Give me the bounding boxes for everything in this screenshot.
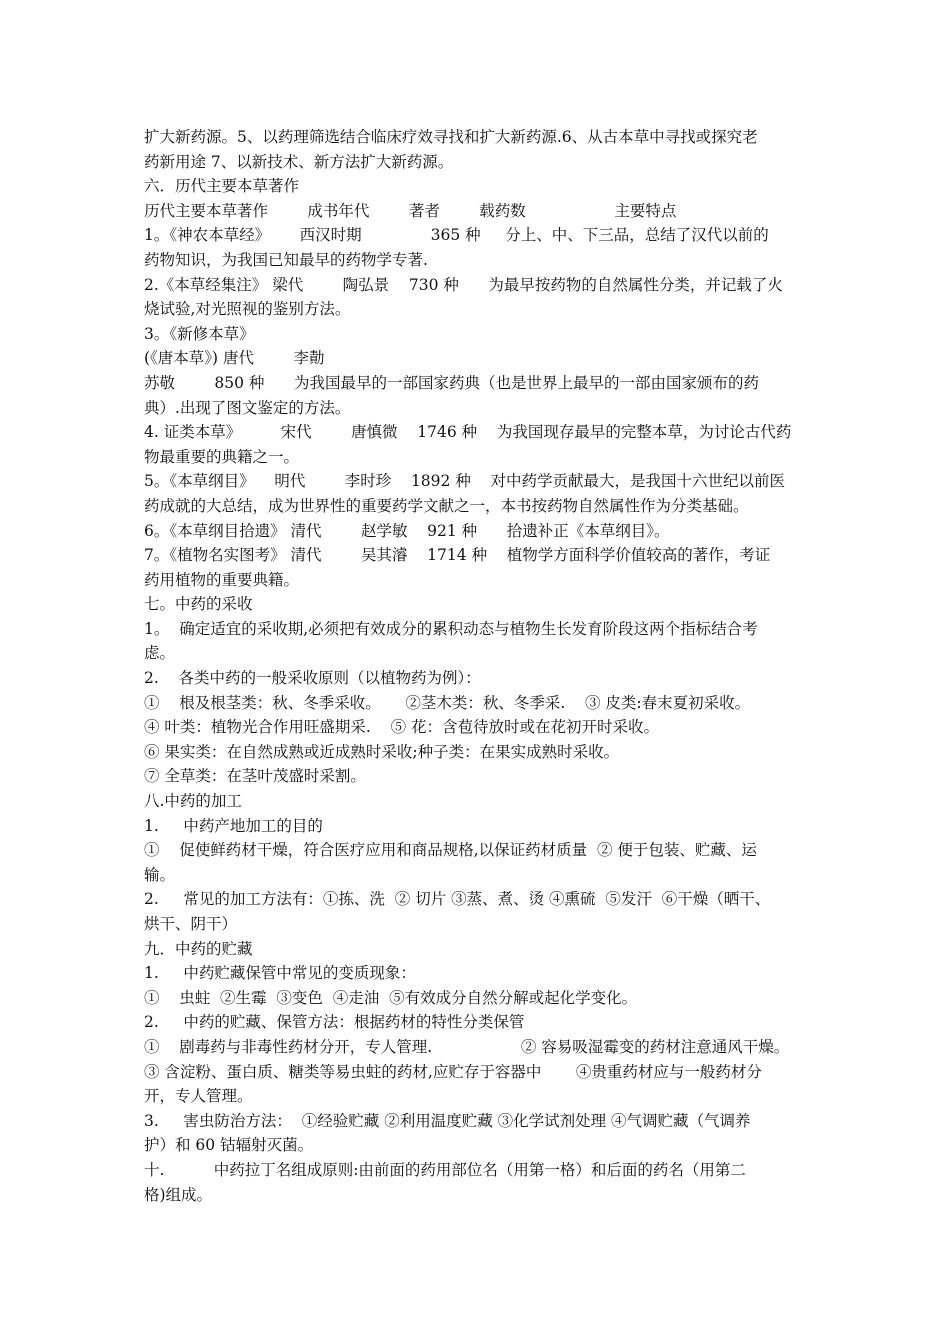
text-line: 药物知识，为我国已知最早的药物学专著.: [144, 250, 428, 269]
text-line: 八.中药的加工: [144, 792, 242, 811]
text-line: 1。 确定适宜的采收期,必须把有效成分的累积动态与植物生长发育阶段这两个指标结合考: [144, 619, 758, 638]
text-line: 历代主要本草著作 成书年代 著者 载药数 主要特点: [144, 201, 677, 220]
text-line: 药新用途 7、以新技术、新方法扩大新药源。: [144, 152, 454, 171]
text-line: (《唐本草》) 唐代 李勣: [144, 349, 325, 368]
text-line: 1。《神农本草经》 西汉时期 365 种 分上、中、下三品，总结了汉代以前的: [144, 226, 769, 245]
text-line: 3。《新修本草》: [144, 324, 255, 343]
text-line: 2.《本草经集注》 梁代 陶弘景 730 种 为最早按药物的自然属性分类，并记载了火: [144, 275, 783, 294]
text-line: 2. 各类中药的一般采收原则（以植物药为例）：: [144, 669, 481, 688]
text-line: 药用植物的重要典籍。: [144, 570, 300, 589]
text-line: 格)组成。: [144, 1185, 213, 1204]
text-line: 2. 常见的加工方法有：①拣、洗 ② 切片 ③蒸、煮、烫 ④熏硫 ⑤发汗 ⑥干燥（晒干、: [144, 890, 771, 909]
text-line: 1. 中药产地加工的目的: [144, 816, 323, 835]
text-line: 烧试验,对光照视的鉴别方法。: [144, 300, 351, 319]
text-line: 烘干、阴干）: [144, 915, 238, 933]
text-line: 2. 中药的贮藏、保管方法：根据药材的特性分类保管: [144, 1013, 525, 1032]
text-line: 3. 害虫防治方法： ①经验贮藏 ②利用温度贮藏 ③化学试剂处理 ④气调贮藏（气调养: [144, 1111, 751, 1130]
text-line: 六．历代主要本草著作: [144, 177, 300, 196]
text-line: ⑥ 果实类：在自然成熟或近成熟时采收;种子类：在果实成熟时采收。: [144, 742, 620, 761]
text-line: 七。中药的采收: [144, 595, 253, 614]
text-line: ③ 含淀粉、蛋白质、糖类等易虫蛀的药材,应贮存于容器中 ④贵重药材应与一般药材分: [144, 1062, 762, 1081]
text-line: 典）.出现了图文鉴定的方法。: [144, 398, 351, 417]
text-line: 5。《本草纲目》 明代 李时珍 1892 种 对中药学贡献最大，是我国十六世纪以前医: [144, 472, 786, 491]
text-line: 7。《植物名实图考》 清代 吴其濬 1714 种 植物学方面科学价值较高的著作，考证: [144, 546, 771, 565]
text-line: 十. 中药拉丁名组成原则:由前面的药用部位名（用第一格）和后面的药名（用第二: [144, 1160, 746, 1179]
text-line: 4. 证类本草》 宋代 唐慎微 1746 种 为我国现存最早的完整本草，为讨论古代药: [144, 423, 792, 442]
text-line: 九．中药的贮藏: [144, 939, 253, 958]
text-line: ① 促使鲜药材干燥，符合医疗应用和商品规格,以保证药材质量 ② 便于包装、贮藏、运: [144, 841, 757, 860]
text-line: 开，专人管理。: [144, 1087, 253, 1106]
text-line: 虑。: [144, 644, 176, 663]
text-line: ④ 叶类：植物光合作用旺盛期采. ⑤ 花：含苞待放时或在花初开时采收。: [144, 718, 659, 737]
text-line: 物最重要的典籍之一。: [144, 447, 300, 466]
text-line: 输。: [144, 865, 176, 884]
text-line: ① 虫蛀 ②生霉 ③变色 ④走油 ⑤有效成分自然分解或起化学变化。: [144, 988, 638, 1007]
text-line: 苏敬 850 种 为我国最早的一部国家药典（也是世界上最早的一部由国家颁布的药: [144, 373, 759, 392]
text-line: ① 根及根茎类：秋、冬季采收。 ②茎木类：秋、冬季采. ③ 皮类:春末夏初采收。: [144, 693, 751, 712]
text-line: 药成就的大总结，成为世界性的重要药学文献之一，本书按药物自然属性作为分类基础。: [144, 496, 749, 515]
text-line: ⑦ 全草类：在茎叶茂盛时采割。: [144, 767, 366, 786]
text-line: ① 剧毒药与非毒性药材分开，专人管理. ② 容易吸湿霉变的药材注意通风干燥。: [144, 1037, 790, 1056]
text-line: 扩大新药源。5、以药理筛选结合临床疗效寻找和扩大新药源.6、从古本草中寻找或探究老: [144, 128, 758, 146]
text-line: 护）和 60 钴辐射灭菌。: [144, 1136, 314, 1155]
text-line: 6。《本草纲目拾遗》 清代 赵学敏 921 种 拾遗补正《本草纲目》。: [144, 521, 670, 540]
text-line: 1. 中药贮藏保管中常见的变质现象：: [144, 964, 416, 983]
document-body: [144, 125, 810, 1207]
